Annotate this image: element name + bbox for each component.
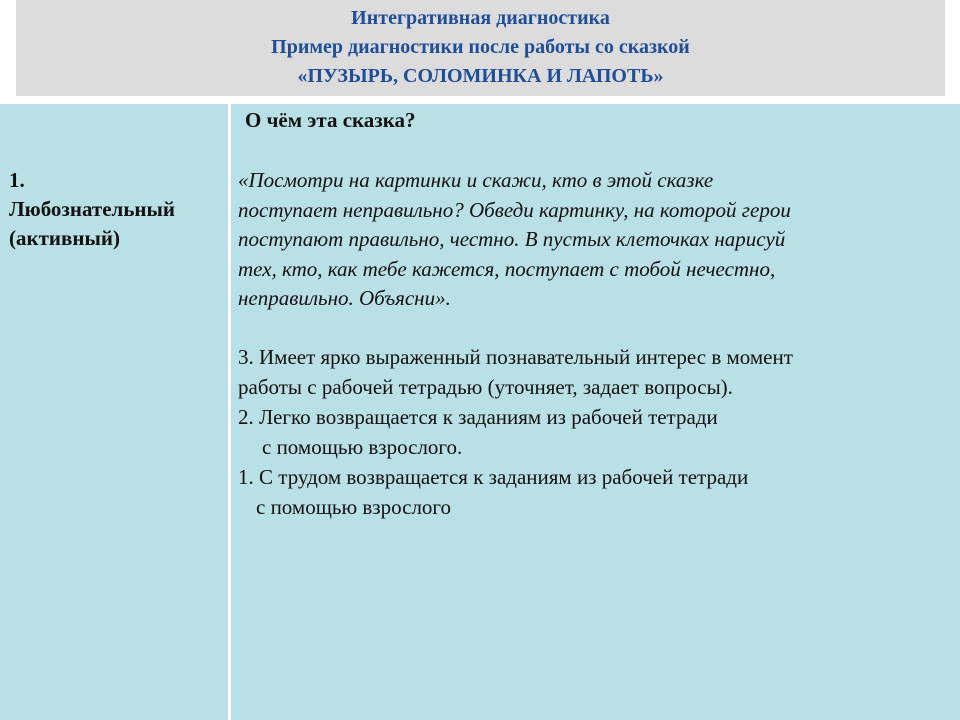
level-3-line1: 3. Имеет ярко выраженный познавательный интерес в момент [238,345,793,369]
column-divider [228,104,231,720]
slide-header [16,0,945,96]
level-1-line1: 1. С трудом возвращается к заданиям из рабочей тетради [238,465,749,489]
diagnostics-table [0,102,960,720]
quote-line: тех, кто, как тебе кажется, поступает с тобой нечестно, [238,256,776,281]
quote-line: поступают правильно, честно. В пустых клеточках нарисуй [238,227,786,251]
assessment-levels [238,342,793,522]
level-2-line1: 2. Легко возвращается к заданиям из рабочей тетради [238,405,718,429]
level-1-line2: с помощью взрослого [256,495,452,519]
quote-line: «Посмотри на картинки и скажи, кто в этой сказке [238,168,714,192]
criterion-subname: (активный) [9,226,120,250]
header-title-line3: «ПУЗЫРЬ, СОЛОМИНКА И ЛАПОТЬ» [297,65,664,87]
level-3-line2: работы с рабочей тетрадью (уточняет, задает вопросы). [238,375,733,399]
criterion-number: 1. [9,168,25,192]
criterion-name: Любознательный [9,197,176,221]
header-title-line1: Интегративная диагностика [351,7,610,29]
level-2-line2: с помощью взрослого. [262,435,463,459]
quote-line: поступает неправильно? Обведи картинку, на которой герои [238,197,791,222]
quote-line: неправильно. Объясни». [238,286,451,310]
header-title-line2: Пример диагностики после работы со сказкой [271,36,690,58]
criterion-cell [9,166,224,253]
question-title: О чём эта сказка? [245,108,416,132]
task-quote [238,166,791,314]
